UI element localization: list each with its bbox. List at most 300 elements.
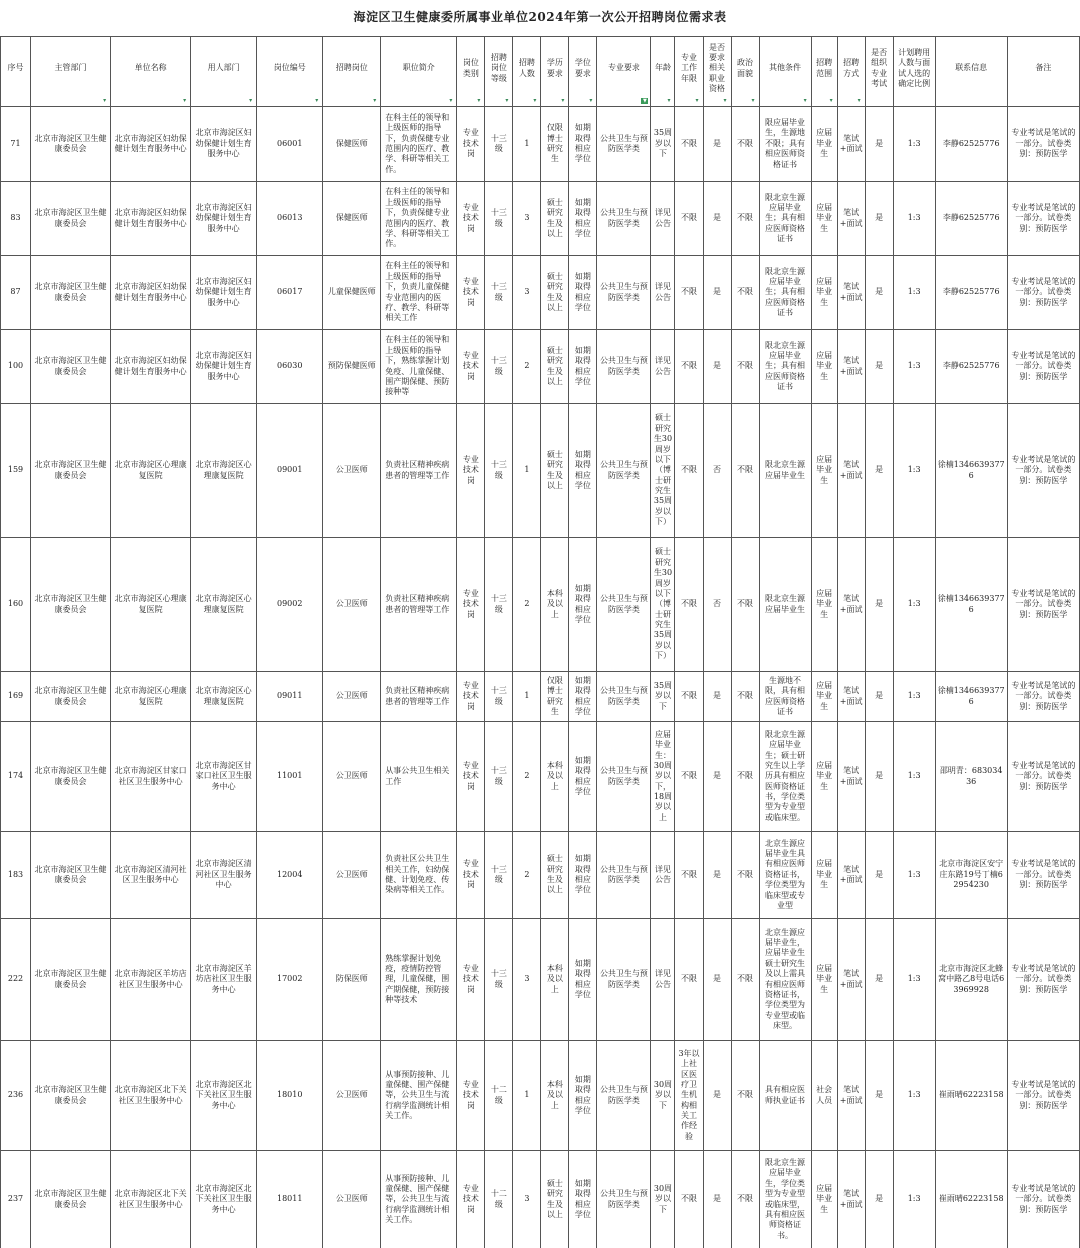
cell-scope: 应届毕业生 (811, 1151, 837, 1248)
cell-qual: 否 (703, 404, 731, 538)
cell-user: 北京市海淀区羊坊店社区卫生服务中心 (191, 919, 257, 1041)
cell-method: 笔试+面试 (837, 330, 865, 404)
cell-user: 北京市海淀区妇幼保健计划生育服务中心 (191, 330, 257, 404)
cell-code: 18010 (257, 1041, 323, 1151)
cell-post: 公卫医师 (323, 1041, 381, 1151)
cell-edu: 本科及以上 (541, 722, 569, 832)
cell-level: 十三级 (485, 182, 513, 256)
cell-ratio: 1:3 (893, 722, 935, 832)
cell-post: 儿童保健医师 (323, 256, 381, 330)
cell-major: 公共卫生与预防医学类 (597, 672, 651, 722)
cell-user: 北京市海淀区甘家口社区卫生服务中心 (191, 722, 257, 832)
cell-ratio: 1:3 (893, 672, 935, 722)
cell-contact: 徐楠13466393776 (935, 538, 1007, 672)
column-header-label: 学历要求 (546, 58, 563, 78)
cell-edu: 硕士研究生及以上 (541, 330, 569, 404)
filter-dropdown-icon[interactable]: ▾ (829, 97, 833, 104)
filter-dropdown-icon[interactable]: ▾ (857, 97, 861, 104)
cell-qual: 是 (703, 1041, 731, 1151)
cell-dept: 北京市海淀区卫生健康委员会 (31, 330, 111, 404)
cell-work: 不限 (675, 832, 703, 919)
cell-user: 北京市海淀区心理康复医院 (191, 672, 257, 722)
cell-cat: 专业技术岗 (457, 1041, 485, 1151)
cell-exam: 是 (865, 107, 893, 182)
column-header-cat (457, 37, 485, 107)
cell-intro: 在科主任的领导和上级医师的指导下，负责保健专业范围内的医疗、教学、科研等相关工作。 (381, 107, 457, 182)
cell-other: 限北京生源应届毕业生；硕士研究生以上学历具有相应医师资格证书，学位类型为专业型或临床型。 (759, 722, 811, 832)
column-header-qual (703, 37, 731, 107)
column-header-label: 招聘岗位等级 (490, 52, 507, 83)
cell-other: 北京生源应届毕业生，应届毕业生硕士研究生及以上需具有相应医师资格证书，学位类型为专业型或临床型。 (759, 919, 811, 1041)
cell-major: 公共卫生与预防医学类 (597, 538, 651, 672)
cell-intro: 在科主任的领导和上级医师的指导下，负责儿童保健专业范围内的医疗、教学、科研等相关工作 (381, 256, 457, 330)
cell-unit: 北京市海淀区心理康复医院 (111, 404, 191, 538)
cell-exam: 是 (865, 330, 893, 404)
cell-other: 具有相应医师执业证书 (759, 1041, 811, 1151)
column-header-unit (111, 37, 191, 107)
cell-other: 限北京生源应届毕业生 (759, 404, 811, 538)
cell-code: 11001 (257, 722, 323, 832)
table-row (1, 404, 1080, 538)
cell-major: 公共卫生与预防医学类 (597, 832, 651, 919)
cell-pol: 不限 (731, 538, 759, 672)
cell-num: 2 (513, 722, 541, 832)
cell-scope: 应届毕业生 (811, 832, 837, 919)
cell-intro: 在科主任的领导和上级医师的指导下，熟练掌握计划免疫、儿童保健、围产期保健、预防接种等 (381, 330, 457, 404)
table-row (1, 256, 1080, 330)
column-header-num (513, 37, 541, 107)
cell-deg: 如期取得相应学位 (569, 256, 597, 330)
cell-intro: 熟练掌握计划免疫，疫情防控管理，儿童保健，围产期保健，预防接种等技术 (381, 919, 457, 1041)
filter-dropdown-icon[interactable]: ▾ (249, 97, 253, 104)
table-row (1, 919, 1080, 1041)
cell-post: 保健医师 (323, 182, 381, 256)
cell-dept: 北京市海淀区卫生健康委员会 (31, 722, 111, 832)
cell-method: 笔试+面试 (837, 722, 865, 832)
cell-unit: 北京市海淀区北下关社区卫生服务中心 (111, 1151, 191, 1248)
cell-qual: 是 (703, 672, 731, 722)
cell-qual: 是 (703, 919, 731, 1041)
cell-unit: 北京市海淀区妇幼保健计划生育服务中心 (111, 256, 191, 330)
cell-num: 3 (513, 256, 541, 330)
cell-code: 06001 (257, 107, 323, 182)
cell-num: 1 (513, 672, 541, 722)
cell-major: 公共卫生与预防医学类 (597, 722, 651, 832)
cell-note: 专业考试是笔试的一部分。试卷类别：预防医学 (1007, 182, 1079, 256)
cell-age: 详见公告 (651, 182, 675, 256)
table-row (1, 107, 1080, 182)
cell-seq: 159 (1, 404, 31, 538)
cell-post: 预防保健医师 (323, 330, 381, 404)
filter-dropdown-icon[interactable]: ▾ (667, 97, 671, 104)
cell-contact: 李静62525776 (935, 107, 1007, 182)
cell-deg: 如期取得相应学位 (569, 722, 597, 832)
cell-post: 公卫医师 (323, 538, 381, 672)
cell-pol: 不限 (731, 256, 759, 330)
cell-code: 06013 (257, 182, 323, 256)
cell-deg: 如期取得相应学位 (569, 330, 597, 404)
cell-contact: 李静62525776 (935, 330, 1007, 404)
filter-dropdown-icon[interactable]: ▾ (183, 97, 187, 104)
table-row (1, 1041, 1080, 1151)
cell-code: 18011 (257, 1151, 323, 1248)
cell-post: 公卫医师 (323, 722, 381, 832)
column-header-ratio (893, 37, 935, 107)
filter-dropdown-icon[interactable]: ▾ (589, 97, 593, 104)
cell-contact: 北京市海淀区北蜂窝中路乙8号电话63969928 (935, 919, 1007, 1041)
cell-edu: 本科及以上 (541, 538, 569, 672)
cell-ratio: 1:3 (893, 919, 935, 1041)
cell-cat: 专业技术岗 (457, 1151, 485, 1248)
filter-active-icon[interactable]: ▼ (643, 98, 647, 104)
cell-level: 十二级 (485, 1151, 513, 1248)
filter-dropdown-icon[interactable]: ▾ (533, 97, 537, 104)
cell-age: 30周岁以下 (651, 1041, 675, 1151)
cell-dept: 北京市海淀区卫生健康委员会 (31, 538, 111, 672)
column-header-label: 专业要求 (607, 63, 640, 73)
column-header-seq (1, 37, 31, 107)
column-header-edu (541, 37, 569, 107)
cell-level: 十二级 (485, 1041, 513, 1151)
cell-contact: 徐楠13466393776 (935, 672, 1007, 722)
cell-scope: 应届毕业生 (811, 330, 837, 404)
column-header-post (323, 37, 381, 107)
cell-scope: 应届毕业生 (811, 256, 837, 330)
cell-cat: 专业技术岗 (457, 832, 485, 919)
column-header-label: 主管部门 (54, 63, 87, 73)
cell-qual: 是 (703, 107, 731, 182)
cell-qual: 是 (703, 256, 731, 330)
cell-scope: 应届毕业生 (811, 538, 837, 672)
cell-method: 笔试+面试 (837, 672, 865, 722)
cell-note: 专业考试是笔试的一部分。试卷类别：预防医学 (1007, 330, 1079, 404)
cell-method: 笔试+面试 (837, 256, 865, 330)
cell-age: 应届毕业生：30周岁以下，18周岁以上 (651, 722, 675, 832)
cell-note: 专业考试是笔试的一部分。试卷类别：预防医学 (1007, 1041, 1079, 1151)
cell-exam: 是 (865, 672, 893, 722)
filter-dropdown-icon[interactable]: ▾ (505, 97, 509, 104)
column-header-label: 招聘方式 (843, 58, 860, 78)
cell-age: 35周岁以下 (651, 107, 675, 182)
cell-work: 不限 (675, 107, 703, 182)
cell-ratio: 1:3 (893, 1151, 935, 1248)
cell-level: 十三级 (485, 330, 513, 404)
filter-dropdown-icon[interactable]: ▾ (561, 97, 565, 104)
cell-pol: 不限 (731, 330, 759, 404)
cell-contact: 崔雨晴62223158 (935, 1041, 1007, 1151)
cell-code: 09002 (257, 538, 323, 672)
cell-major: 公共卫生与预防医学类 (597, 107, 651, 182)
cell-user: 北京市海淀区心理康复医院 (191, 404, 257, 538)
cell-qual: 是 (703, 722, 731, 832)
cell-unit: 北京市海淀区心理康复医院 (111, 538, 191, 672)
cell-dept: 北京市海淀区卫生健康委员会 (31, 256, 111, 330)
cell-edu: 硕士研究生及以上 (541, 256, 569, 330)
cell-num: 3 (513, 919, 541, 1041)
cell-unit: 北京市海淀区甘家口社区卫生服务中心 (111, 722, 191, 832)
cell-scope: 社会人员 (811, 1041, 837, 1151)
cell-seq: 160 (1, 538, 31, 672)
cell-contact: 李静62525776 (935, 182, 1007, 256)
column-header-label: 岗位类别 (462, 58, 479, 78)
cell-code: 06017 (257, 256, 323, 330)
cell-unit: 北京市海淀区清河社区卫生服务中心 (111, 832, 191, 919)
column-header-scope (811, 37, 837, 107)
column-header-deg (569, 37, 597, 107)
cell-num: 2 (513, 330, 541, 404)
cell-dept: 北京市海淀区卫生健康委员会 (31, 832, 111, 919)
column-header-level (485, 37, 513, 107)
cell-exam: 是 (865, 722, 893, 832)
filter-dropdown-icon[interactable]: ▾ (449, 97, 453, 104)
table-body (1, 107, 1080, 1248)
column-header-label: 学位要求 (574, 58, 591, 78)
table-row (1, 722, 1080, 832)
cell-scope: 应届毕业生 (811, 182, 837, 256)
cell-method: 笔试+面试 (837, 538, 865, 672)
filter-dropdown-icon[interactable]: ▾ (103, 97, 107, 104)
cell-other: 北京生源应届毕业生具有相应医师资格证书，学位类型为临床型或专业型 (759, 832, 811, 919)
cell-work: 不限 (675, 722, 703, 832)
column-header-work (675, 37, 703, 107)
cell-num: 2 (513, 538, 541, 672)
cell-ratio: 1:3 (893, 404, 935, 538)
cell-age: 硕士研究生30周岁以下（博士研究生35周岁以下） (651, 404, 675, 538)
cell-seq: 222 (1, 919, 31, 1041)
cell-note: 专业考试是笔试的一部分。试卷类别：预防医学 (1007, 672, 1079, 722)
cell-level: 十三级 (485, 538, 513, 672)
column-header-age (651, 37, 675, 107)
cell-exam: 是 (865, 919, 893, 1041)
cell-dept: 北京市海淀区卫生健康委员会 (31, 182, 111, 256)
cell-level: 十三级 (485, 832, 513, 919)
cell-level: 十三级 (485, 256, 513, 330)
cell-work: 不限 (675, 538, 703, 672)
cell-intro: 负责社区精神疾病患者的管理等工作 (381, 404, 457, 538)
cell-unit: 北京市海淀区北下关社区卫生服务中心 (111, 1041, 191, 1151)
cell-scope: 应届毕业生 (811, 404, 837, 538)
cell-qual: 是 (703, 330, 731, 404)
cell-unit: 北京市海淀区心理康复医院 (111, 672, 191, 722)
cell-age: 详见公告 (651, 256, 675, 330)
cell-exam: 是 (865, 256, 893, 330)
cell-post: 防保医师 (323, 919, 381, 1041)
cell-contact: 北京市海淀区安宁庄东路19号丁楠62954230 (935, 832, 1007, 919)
cell-other: 限北京生源应届毕业生；具有相应医师资格证书 (759, 330, 811, 404)
cell-contact: 崔雨晴62223158 (935, 1151, 1007, 1248)
cell-contact: 邵明青：68303436 (935, 722, 1007, 832)
cell-scope: 应届毕业生 (811, 722, 837, 832)
filter-dropdown-icon[interactable]: ▾ (751, 97, 755, 104)
cell-seq: 87 (1, 256, 31, 330)
cell-method: 笔试+面试 (837, 919, 865, 1041)
cell-edu: 硕士研究生及以上 (541, 404, 569, 538)
cell-deg: 如期取得相应学位 (569, 919, 597, 1041)
column-header-major (597, 37, 651, 107)
cell-num: 3 (513, 182, 541, 256)
cell-contact: 李静62525776 (935, 256, 1007, 330)
cell-exam: 是 (865, 538, 893, 672)
cell-dept: 北京市海淀区卫生健康委员会 (31, 404, 111, 538)
column-header-label: 是否要求相关职业资格 (709, 42, 725, 94)
cell-method: 笔试+面试 (837, 107, 865, 182)
cell-note: 专业考试是笔试的一部分。试卷类别：预防医学 (1007, 832, 1079, 919)
cell-cat: 专业技术岗 (457, 107, 485, 182)
cell-edu: 仅限博士研究生 (541, 672, 569, 722)
column-header-label: 招聘人数 (518, 58, 535, 78)
cell-cat: 专业技术岗 (457, 330, 485, 404)
cell-work: 不限 (675, 182, 703, 256)
column-header-label: 序号 (7, 63, 24, 73)
cell-work: 不限 (675, 672, 703, 722)
cell-ratio: 1:3 (893, 107, 935, 182)
table-row (1, 182, 1080, 256)
cell-seq: 100 (1, 330, 31, 404)
cell-num: 2 (513, 832, 541, 919)
cell-code: 06030 (257, 330, 323, 404)
cell-pol: 不限 (731, 1041, 759, 1151)
cell-exam: 是 (865, 1151, 893, 1248)
cell-major: 公共卫生与预防医学类 (597, 404, 651, 538)
cell-cat: 专业技术岗 (457, 672, 485, 722)
cell-user: 北京市海淀区妇幼保健计划生育服务中心 (191, 256, 257, 330)
column-header-label: 专业工作年限 (680, 52, 697, 83)
cell-major: 公共卫生与预防医学类 (597, 1151, 651, 1248)
filter-dropdown-icon[interactable]: ▾ (723, 97, 727, 104)
cell-age: 30周岁以下 (651, 1151, 675, 1248)
cell-user: 北京市海淀区心理康复医院 (191, 538, 257, 672)
cell-ratio: 1:3 (893, 832, 935, 919)
page-title: 海淀区卫生健康委所属事业单位2024年第一次公开招聘岗位需求表 (353, 10, 727, 24)
column-header-note (1007, 37, 1079, 107)
cell-edu: 硕士研究生及以上 (541, 1151, 569, 1248)
cell-edu: 本科及以上 (541, 919, 569, 1041)
filter-dropdown-icon[interactable]: ▾ (803, 97, 807, 104)
cell-note: 专业考试是笔试的一部分。试卷类别：预防医学 (1007, 1151, 1079, 1248)
cell-work: 不限 (675, 404, 703, 538)
cell-seq: 174 (1, 722, 31, 832)
column-header-label: 用人部门 (207, 63, 240, 73)
cell-exam: 是 (865, 832, 893, 919)
cell-user: 北京市海淀区北下关社区卫生服务中心 (191, 1151, 257, 1248)
cell-age: 详见公告 (651, 330, 675, 404)
cell-pol: 不限 (731, 722, 759, 832)
cell-other: 限应届毕业生，生源地不限；具有相应医师资格证书 (759, 107, 811, 182)
cell-post: 公卫医师 (323, 1151, 381, 1248)
cell-user: 北京市海淀区妇幼保健计划生育服务中心 (191, 182, 257, 256)
cell-exam: 是 (865, 1041, 893, 1151)
column-header-label: 其他条件 (769, 63, 802, 73)
cell-edu: 仅限博士研究生 (541, 107, 569, 182)
cell-user: 北京市海淀区清河社区卫生服务中心 (191, 832, 257, 919)
cell-deg: 如期取得相应学位 (569, 832, 597, 919)
cell-pol: 不限 (731, 182, 759, 256)
cell-post: 公卫医师 (323, 672, 381, 722)
cell-note: 专业考试是笔试的一部分。试卷类别：预防医学 (1007, 919, 1079, 1041)
cell-cat: 专业技术岗 (457, 182, 485, 256)
cell-pol: 不限 (731, 1151, 759, 1248)
cell-cat: 专业技术岗 (457, 919, 485, 1041)
cell-work: 不限 (675, 919, 703, 1041)
cell-dept: 北京市海淀区卫生健康委员会 (31, 1041, 111, 1151)
cell-major: 公共卫生与预防医学类 (597, 256, 651, 330)
cell-method: 笔试+面试 (837, 1151, 865, 1248)
filter-dropdown-icon[interactable]: ▾ (477, 97, 481, 104)
cell-edu: 硕士研究生及以上 (541, 832, 569, 919)
cell-major: 公共卫生与预防医学类 (597, 330, 651, 404)
column-header-dept (31, 37, 111, 107)
cell-code: 09001 (257, 404, 323, 538)
cell-ratio: 1:3 (893, 1041, 935, 1151)
filter-dropdown-icon[interactable]: ▾ (373, 97, 377, 104)
cell-dept: 北京市海淀区卫生健康委员会 (31, 107, 111, 182)
cell-edu: 硕士研究生及以上 (541, 182, 569, 256)
cell-note: 专业考试是笔试的一部分。试卷类别：预防医学 (1007, 538, 1079, 672)
cell-pol: 不限 (731, 919, 759, 1041)
cell-deg: 如期取得相应学位 (569, 182, 597, 256)
column-header-label: 是否组织专业考试 (871, 47, 888, 88)
column-header-label: 职位简介 (402, 63, 435, 73)
cell-num: 3 (513, 1151, 541, 1248)
cell-ratio: 1:3 (893, 538, 935, 672)
cell-other: 生源地不限，具有相应医师资格证书 (759, 672, 811, 722)
cell-age: 详见公告 (651, 832, 675, 919)
cell-method: 笔试+面试 (837, 182, 865, 256)
cell-other: 限北京生源应届毕业生，学位类型为专业型或临床型，具有相应医师资格证书。 (759, 1151, 811, 1248)
cell-qual: 否 (703, 538, 731, 672)
cell-major: 公共卫生与预防医学类 (597, 182, 651, 256)
cell-ratio: 1:3 (893, 256, 935, 330)
cell-work: 不限 (675, 1151, 703, 1248)
cell-deg: 如期取得相应学位 (569, 672, 597, 722)
cell-intro: 负责社区公共卫生相关工作，妇幼保健、计划免疫、传染病等相关工作。 (381, 832, 457, 919)
table-row (1, 330, 1080, 404)
filter-dropdown-icon[interactable]: ▾ (695, 97, 699, 104)
column-header-label: 岗位编号 (273, 63, 306, 73)
cell-level: 十三级 (485, 919, 513, 1041)
table-row (1, 1151, 1080, 1248)
cell-user: 北京市海淀区妇幼保健计划生育服务中心 (191, 107, 257, 182)
column-header-label: 政治面貌 (737, 58, 754, 78)
column-header-label: 单位名称 (134, 63, 167, 73)
column-header-label: 招聘岗位 (335, 63, 368, 73)
cell-num: 1 (513, 1041, 541, 1151)
cell-deg: 如期取得相应学位 (569, 1151, 597, 1248)
cell-unit: 北京市海淀区妇幼保健计划生育服务中心 (111, 107, 191, 182)
cell-pol: 不限 (731, 107, 759, 182)
cell-seq: 169 (1, 672, 31, 722)
cell-contact: 徐楠13466393776 (935, 404, 1007, 538)
column-header-code (257, 37, 323, 107)
filter-dropdown-icon[interactable]: ▾ (315, 97, 319, 104)
column-header-contact (935, 37, 1007, 107)
cell-seq: 237 (1, 1151, 31, 1248)
cell-note: 专业考试是笔试的一部分。试卷类别：预防医学 (1007, 256, 1079, 330)
column-header-exam (865, 37, 893, 107)
cell-level: 十三级 (485, 722, 513, 832)
table-row (1, 832, 1080, 919)
cell-cat: 专业技术岗 (457, 538, 485, 672)
cell-exam: 是 (865, 182, 893, 256)
column-header-label: 备注 (1035, 63, 1052, 73)
cell-post: 公卫医师 (323, 404, 381, 538)
cell-code: 12004 (257, 832, 323, 919)
cell-unit: 北京市海淀区妇幼保健计划生育服务中心 (111, 182, 191, 256)
cell-post: 公卫医师 (323, 832, 381, 919)
cell-method: 笔试+面试 (837, 832, 865, 919)
column-header-label: 联系信息 (955, 63, 988, 73)
cell-scope: 应届毕业生 (811, 672, 837, 722)
